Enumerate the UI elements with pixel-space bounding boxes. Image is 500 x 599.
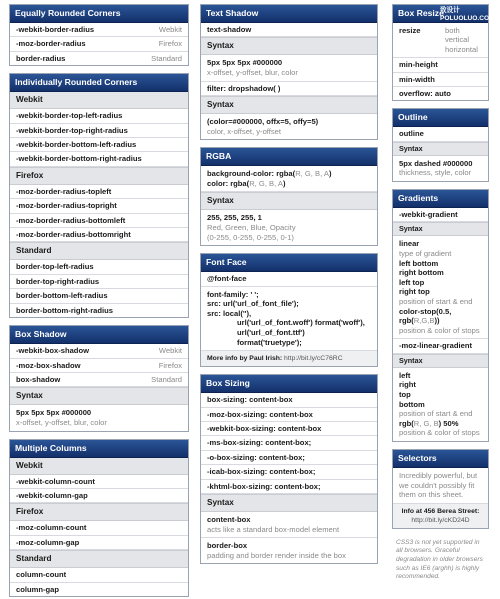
footnote: CSS3 is not yet supported in all browsers. Graceful degradation in older browsers such as IE6 (arghh) is highly recommended. — [396, 538, 483, 581]
panel-multiple-columns — [9, 439, 189, 597]
list-item: -moz-border-radius-topleft — [10, 185, 188, 199]
syntax-block: border-box padding and border render inside the box — [207, 541, 346, 560]
syntax-block: 5px dashed #000000 thickness, style, color — [399, 158, 473, 178]
column-left — [9, 4, 189, 599]
panel-outline — [392, 108, 489, 182]
more-info-link[interactable]: http://bit.ly/cKD24D — [411, 516, 470, 524]
list-item: -icab-box-sizing: content-box; — [201, 465, 377, 479]
more-info-link[interactable]: http://bit.ly/cC76RC — [284, 355, 343, 363]
rgba-line: color: rgba(R, G, B, A) — [207, 178, 286, 188]
list-item: border-bottom-right-radius — [16, 305, 114, 315]
list-item: -webkit-border-bottom-left-radius — [10, 138, 188, 152]
syntax-block — [201, 210, 377, 245]
list-item: -webkit-border-top-right-radius — [10, 124, 188, 138]
list-item: -moz-box-shadow Firefox — [10, 359, 188, 373]
panel-box-sizing — [200, 374, 378, 564]
list-item: column-count — [10, 568, 188, 582]
panel-title: Box Shadow — [10, 326, 188, 344]
section-heading: Syntax — [10, 387, 188, 405]
syntax-block: content-box acts like a standard box-model element — [201, 512, 377, 538]
panel-font-face — [200, 253, 378, 367]
panel-title: Multiple Columns — [10, 440, 188, 458]
panel-individually-rounded-corners — [9, 73, 189, 318]
list-item: -webkit-column-gap — [10, 489, 188, 503]
syntax-block — [201, 114, 377, 139]
panel-title: RGBA — [201, 148, 377, 166]
section-heading: Standard — [10, 242, 188, 260]
panel-title: Individually Rounded Corners — [10, 74, 188, 92]
syntax-note: Red, Green, Blue, Opacity — [207, 222, 296, 232]
section-heading: Webkit — [10, 458, 188, 475]
rgba-lines — [201, 166, 377, 192]
panel-title: Outline — [393, 109, 488, 127]
list-item: -moz-column-count — [10, 521, 188, 535]
column-right — [392, 4, 489, 585]
section-heading: Syntax — [201, 37, 377, 55]
syntax-block — [201, 55, 377, 81]
syntax-note: x-offset, y-offset, blur, color — [16, 417, 107, 427]
panel-title: Font Face — [201, 254, 377, 272]
syntax-block: linear type of gradient left bottom right bottom left top right top position of start & end color-stop(0.5, rgb(R,G,B)) position & color of stops — [393, 236, 488, 339]
section-heading: Syntax — [393, 354, 488, 368]
syntax-code: 255, 255, 255, 1 — [207, 213, 262, 223]
list-item: overflow: auto — [399, 89, 451, 99]
syntax-note: color, x-offset, y-offset — [207, 126, 282, 136]
list-item: -ms-box-sizing: content-box; — [201, 436, 377, 450]
section-heading: Syntax — [393, 222, 488, 236]
list-item: -moz-border-radius-bottomleft — [10, 214, 188, 228]
list-item: border-bottom-left-radius — [10, 289, 188, 303]
list-item: -moz-border-radius-topright — [10, 199, 188, 213]
column-middle — [200, 4, 378, 571]
list-item: min-width — [393, 73, 488, 87]
selectors-text: Incredibly powerful, but we couldn't possibly fit them on this sheet. — [393, 468, 488, 504]
list-item: -moz-border-radius-bottomright — [10, 228, 188, 242]
panel-title: Selectors — [393, 450, 488, 468]
panel-title: Text Shadow — [201, 5, 377, 23]
rgba-line: background-color: rgba(R, G, B, A) — [207, 169, 332, 179]
syntax-note: x-offset, y-offset, blur, color — [207, 68, 298, 77]
panel-selectors — [392, 449, 489, 529]
syntax-block: left right top bottom position of start & end rgb(R, G, B) 50% position & color of stops — [399, 370, 480, 438]
panel-title: Gradients — [393, 190, 488, 208]
panel-title: Box Sizing — [201, 375, 377, 393]
list-item: -webkit-border-radius Webkit — [10, 23, 188, 37]
more-info: More info by Paul Irish: http://bit.ly/cC76RC — [201, 351, 377, 366]
list-item: -webkit-border-bottom-right-radius — [10, 152, 188, 166]
list-item: -moz-column-gap — [10, 536, 188, 550]
syntax-code: 5px 5px 5px #000000 — [207, 58, 283, 68]
list-item: -webkit-box-sizing: content-box — [201, 422, 377, 436]
list-item: filter: dropshadow( ) — [201, 82, 377, 96]
watermark: 致设计 POLUOLUO.COM — [440, 7, 495, 22]
list-item: resize both vertical horizontal — [393, 23, 488, 58]
section-heading: Syntax — [201, 96, 377, 114]
list-item: -o-box-sizing: content-box; — [201, 451, 377, 465]
list-item: -webkit-border-top-left-radius — [10, 109, 188, 123]
list-item: -khtml-box-sizing: content-box; — [201, 480, 377, 494]
panel-gradients — [392, 189, 489, 442]
panel-equally-rounded-corners — [9, 4, 189, 66]
syntax-block — [10, 405, 188, 430]
section-heading: Webkit — [10, 92, 188, 109]
list-item: box-sizing: content-box — [201, 393, 377, 407]
section-heading: Firefox — [10, 167, 188, 185]
panel-title: Equally Rounded Corners — [10, 5, 188, 23]
section-heading: Syntax — [201, 494, 377, 512]
list-item: border-top-left-radius — [10, 260, 188, 274]
panel-title: Box Resize — [393, 5, 488, 23]
list-item: outline — [393, 127, 488, 141]
section-heading: Syntax — [393, 142, 488, 156]
list-item: box-shadow Standard — [10, 373, 188, 387]
list-item: @font-face — [201, 272, 377, 286]
list-item: border-radius Standard — [16, 53, 182, 63]
list-item: -webkit-box-shadow Webkit — [10, 344, 188, 358]
font-face-code: font-family: ' '; src: url('url_of_font_file'); src: local(''), url('url_of_font.woff') format('woff'), url('url_of_font.ttf') format('truetype'); — [201, 287, 377, 352]
list-item: -webkit-column-count — [10, 475, 188, 489]
list-item: -moz-linear-gradient — [393, 339, 488, 353]
syntax-code: 5px 5px 5px #000000 — [16, 408, 92, 418]
list-item: -moz-border-radius Firefox — [10, 37, 188, 51]
syntax-note: (0-255, 0-255, 0-255, 0-1) — [207, 232, 294, 242]
list-item: -webkit-gradient — [393, 208, 488, 222]
section-heading: Standard — [10, 550, 188, 568]
list-item: -moz-box-sizing: content-box — [201, 408, 377, 422]
list-item: column-gap — [16, 584, 60, 594]
panel-rgba — [200, 147, 378, 246]
panel-box-shadow — [9, 325, 189, 431]
section-heading: Firefox — [10, 503, 188, 521]
list-item: border-top-right-radius — [10, 275, 188, 289]
more-info: Info at 456 Berea Street: http://bit.ly/cKD24D — [393, 504, 488, 528]
list-item: text-shadow — [201, 23, 377, 37]
section-heading: Syntax — [201, 192, 377, 210]
syntax-code: (color=#000000, offx=5, offy=5) — [207, 117, 319, 126]
list-item: min-height — [393, 58, 488, 72]
panel-text-shadow — [200, 4, 378, 140]
